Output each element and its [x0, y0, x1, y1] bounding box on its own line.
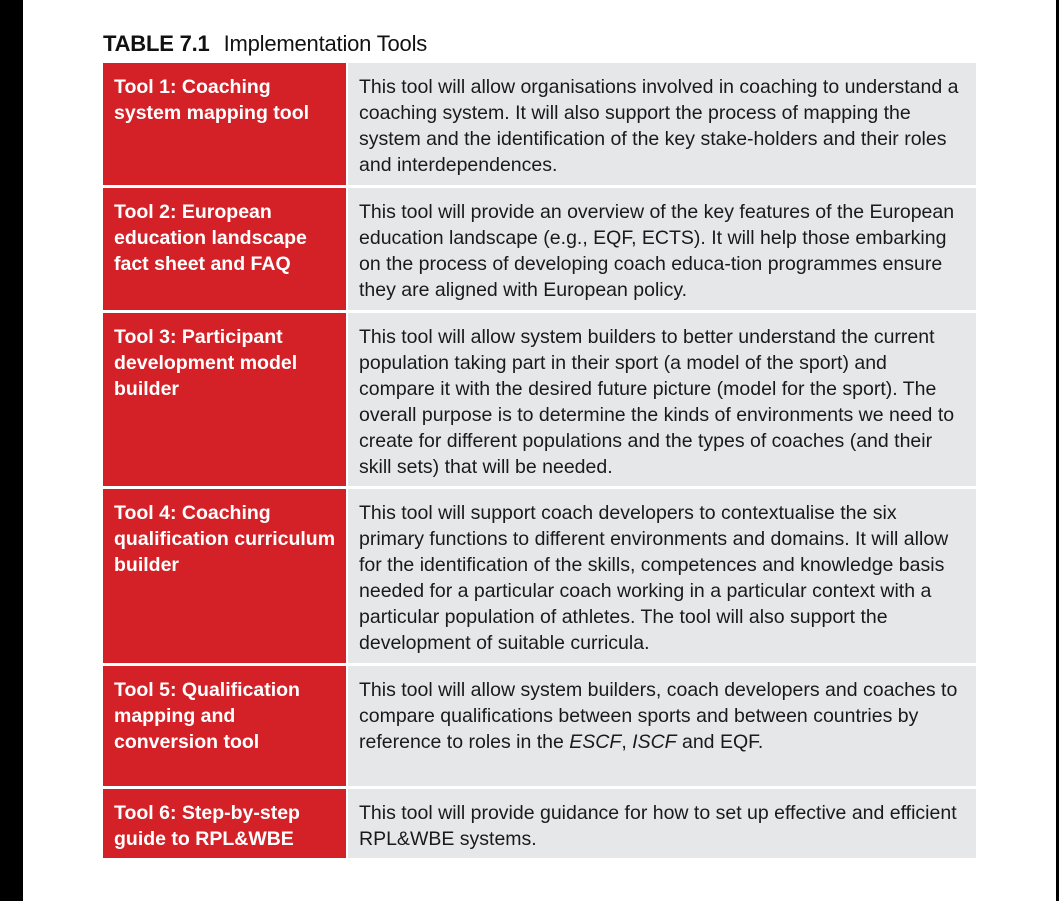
tool-name-cell: Tool 3: Participant development model builder: [103, 313, 346, 486]
table-row: [103, 789, 976, 858]
iscf-term: ISCF: [632, 731, 677, 753]
tool-name-cell: Tool 4: Coaching qualification curriculum builder: [103, 489, 346, 663]
tool-name-cell: Tool 1: Coaching system mapping tool: [103, 63, 346, 185]
table-number: TABLE 7.1: [103, 31, 210, 56]
tool-description-cell: This tool will provide an overview of the key features of the European education landscape (e.g., EQF, ECTS). It will help those embarking on the process of developing coach educa-tion programmes ensure they are aligned with European policy.: [348, 188, 976, 310]
table-row: [103, 63, 976, 185]
table-row: [103, 489, 976, 663]
left-black-border: [0, 0, 23, 901]
description-text-end: and EQF.: [676, 731, 764, 753]
table-row: [103, 666, 976, 786]
table-row: [103, 188, 976, 310]
tool-name-cell: Tool 6: Step-by-step guide to RPL&WBE: [103, 789, 346, 858]
tool-description-cell: This tool will allow organisations involved in coaching to understand a coaching system. It will also support the process of mapping the system and the identification of the key stake-holders and their roles and interdependences.: [348, 63, 976, 185]
separator-text: ,: [621, 731, 633, 753]
tool-name-cell: Tool 5: Qualification mapping and conversion tool: [103, 666, 346, 786]
table-caption: [103, 31, 427, 57]
description-text: This tool will allow system builders, coach developers and coaches to compare qualifications between sports and between countries by reference to roles in the: [359, 679, 958, 753]
implementation-tools-table: [103, 63, 976, 861]
tool-description-cell: This tool will support coach developers to contextualise the six primary functions to different environments and domains. It will allow for the identification of the skills, competences and knowledge basis needed for a particular coach working in a particular context with a particular population of athletes. The tool will also support the development of suitable curricula.: [348, 489, 976, 663]
tool-description-cell: This tool will provide guidance for how to set up effective and efficient RPL&WBE systems.: [348, 789, 976, 858]
tool-name-cell: Tool 2: European education landscape fact sheet and FAQ: [103, 188, 346, 310]
tool-description-cell: This tool will allow system builders to better understand the current population taking part in their sport (a model of the sport) and compare it with the desired future picture (model for the sport). The overall purpose is to determine the kinds of environments we need to create for different populations and the types of coaches (and their skill sets) that will be needed.: [348, 313, 976, 486]
table-title: Implementation Tools: [223, 31, 428, 56]
table-row: [103, 313, 976, 486]
tool-description-cell: [348, 666, 976, 786]
escf-term: ESCF: [569, 731, 622, 753]
